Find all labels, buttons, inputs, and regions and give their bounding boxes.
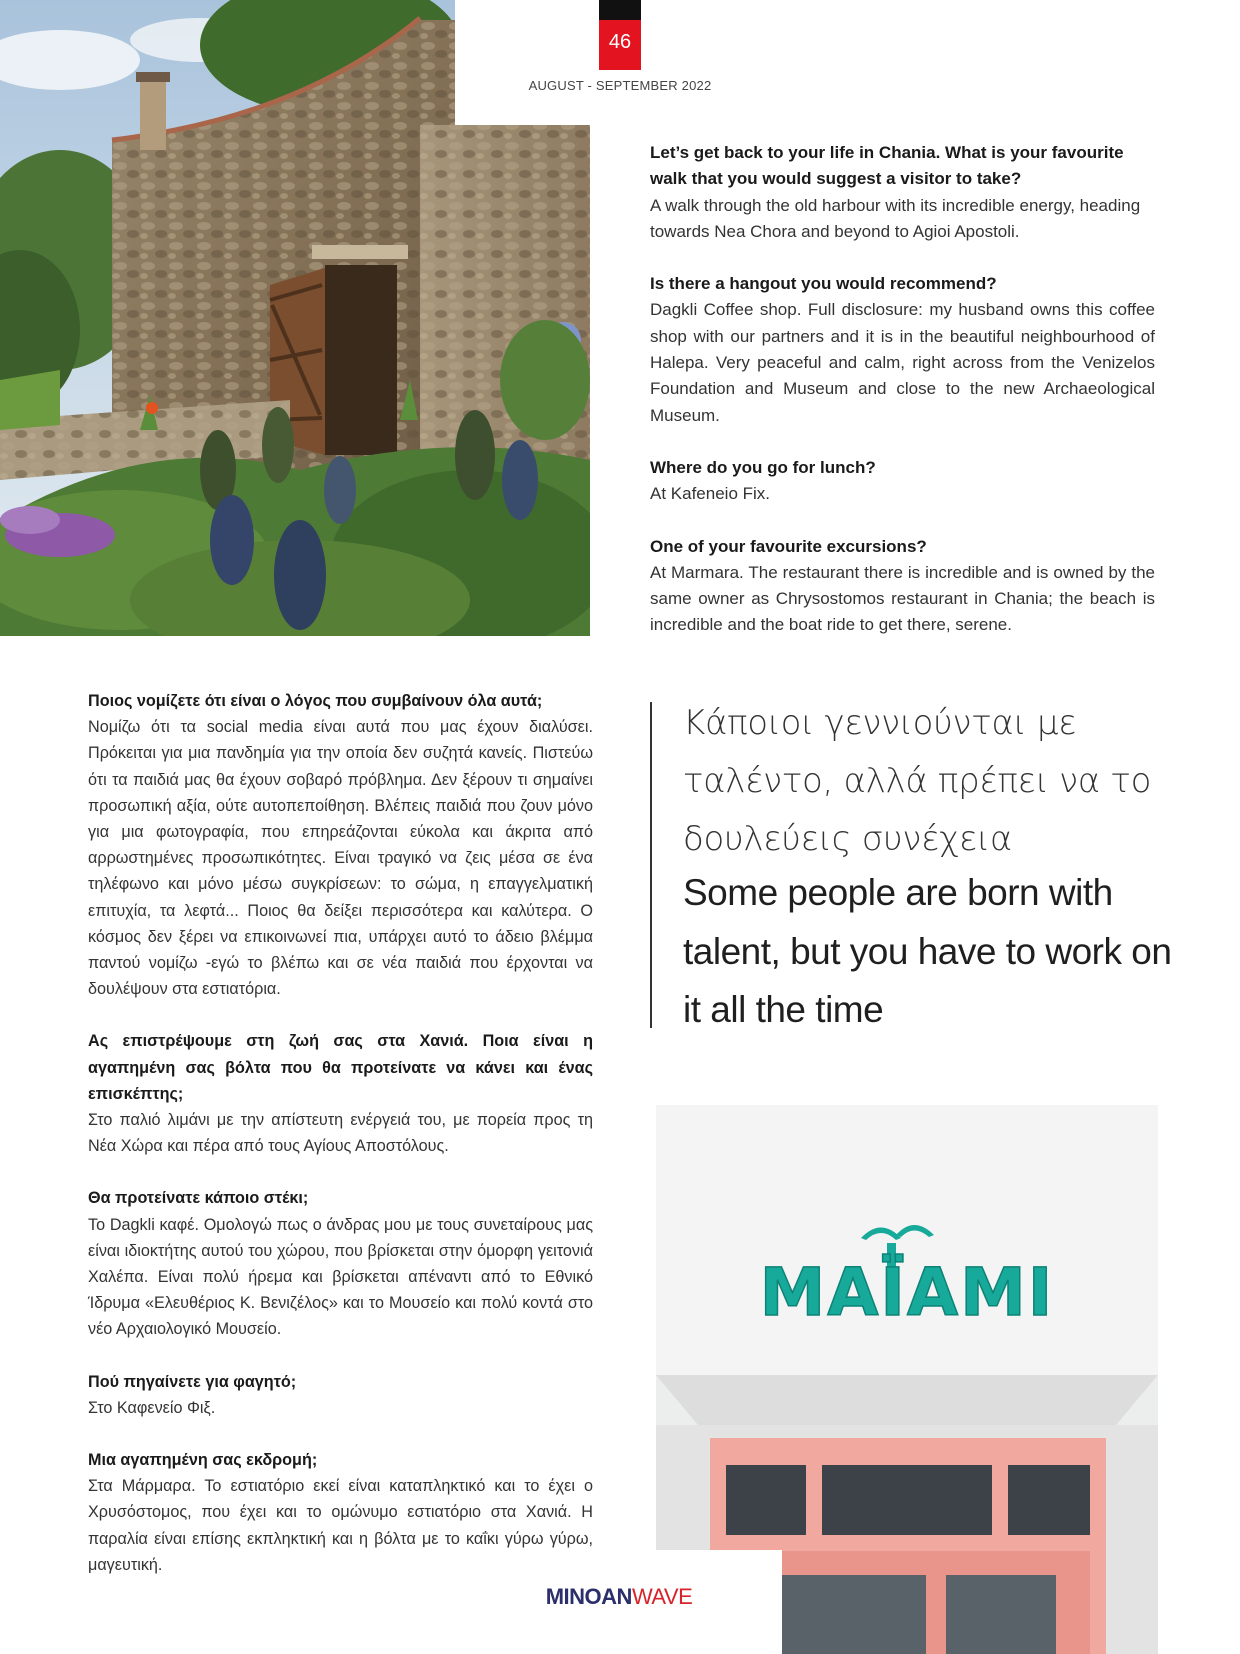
qa-answer: Dagkli Coffee shop. Full disclosure: my husband owns this coffee shop with our partners and it is in the beautiful neighbourhood of Halepa. Very peaceful and calm, right across from the Venizelos Foundation and Museum and close to the new Archaeological Museum. [650,300,1155,425]
brand-light: WAVE [631,1584,693,1609]
english-qa-column [650,140,1155,665]
qa-question: Ας επιστρέψουμε στη ζωή σας στα Χανιά. Ποια είναι η αγαπημένη σας βόλτα που θα προτείνατε να κάνει και ένας επισκέπτης; [88,1032,593,1103]
qa-item [650,534,1155,639]
qa-answer: Το Dagkli καφέ. Ομολογώ πως ο άνδρας μου με τους συνεταίρους μας είναι ιδιοκτήτης αυτού του χώρου, που βρίσκεται στην όμορφη γειτονιά Χαλέπα. Είναι πολύ ήρεμα και βρίσκεται απέναντι από το Εθνικό Ίδρυμα «Ελευθέριος Κ. Βενιζέλος» και το Μουσείο και πολύ κοντά στο νέο Αρχαιολογικό Μουσείο. [88,1215,593,1339]
qa-answer: Νομίζω ότι τα social media είναι αυτά που μας έχουν διαλύσει. Πρόκειται για μια πανδημία για την οποία δεν συζητά κανείς. Πιστεύω ότι τα παιδιά μας θα έχουν σοβαρό πρόβλημα. Δεν ξέρουν τι σημαίνει προσωπική αξία, ούτε αυτοπεποίθηση. Βλέπεις παιδιά που ζουν μόνο για μια φωτογραφία, που επηρεάζονται εύκολα και άκριτα από αρρωστημένες προσωπικότητες. Είναι τραγικό να ζεις μέσα σε ένα τηλέφωνο και μόνο μέσω συγκρίσεων: το σώμα, η επαγγελματική επιτυχία, τα λεφτά... Ποιος θα δείξει περισσότερα και καλύτερα. Ο κόσμος δεν ξέρει να επικοινωνεί πια, υπάρχει αυτό το άδειο βλέμμα παντού νομίζω -εγώ το βλέπω και σε νέα παιδιά που έρχονται να δουλέψουν στα εστιατόρια. [88,718,593,999]
qa-question: One of your favourite excursions? [650,536,927,556]
qa-item [88,688,593,1002]
issue-date: AUGUST - SEPTEMBER 2022 [528,78,712,93]
page-number-tab [599,0,641,70]
qa-question: Θα προτείνατε κάποιο στέκι; [88,1189,309,1208]
qa-answer: At Kafeneio Fix. [650,484,771,504]
qa-question: Μια αγαπημένη σας εκδρομή; [88,1451,318,1470]
qa-answer: Στο Καφενείο Φιξ. [88,1398,216,1417]
qa-question: Is there a hangout you would recommend? [650,274,997,294]
qa-question: Πού πηγαίνετε για φαγητό; [88,1372,297,1391]
qa-question: Let’s get back to your life in Chania. What is your favourite walk that you would suggest a visitor to take? [650,143,1124,189]
qa-item [650,455,1155,508]
header-mask [455,0,595,125]
qa-question: Ποιος νομίζετε ότι είναι ο λόγος που συμβαίνουν όλα αυτά; [88,692,543,710]
pull-quote-english: Some people are born with talent, but you have to work on it all the time [683,872,1172,1030]
qa-answer: Στα Μάρμαρα. Το εστιατόριο εκεί είναι καταπληκτικό και το έχει ο Χρυσόστομος, που έχει και το ομώνυμο εστιατόριο στα Χανιά. Η παραλία είναι επίσης εκπληκτική και η βόλτα με το καΐκι γύρω γύρω, μαγευτική. [88,1477,593,1574]
greek-qa-column [88,688,593,1604]
qa-item [88,1369,593,1421]
qa-answer: A walk through the old harbour with its incredible energy, heading towards Nea Chora and beyond to Agioi Apostoli. [650,195,1141,241]
pull-quote-greek: Κάποιοι γεννιούνται με ταλέντο, αλλά πρέπει να το δουλεύεις συνέχεια [683,703,1152,859]
qa-item [650,271,1155,429]
page-number: 46 [599,20,641,70]
quote-rule [650,702,652,1028]
miami-sign-text: ΜΑΪΑΜΙ [759,1254,1055,1331]
qa-item [88,1185,593,1342]
brand-bold: MINOAN [545,1584,632,1609]
qa-answer: Στο παλιό λιμάνι με την απίστευτη ενέργειά του, με πορεία προς τη Νέα Χώρα και πέρα από τους Αγίους Αποστόλους. [88,1111,593,1156]
magazine-brand-logo [534,1584,704,1610]
qa-question: Where do you go for lunch? [650,457,876,477]
qa-item [650,140,1155,245]
qa-item [88,1028,593,1159]
qa-answer: At Marmara. The restaurant there is incredible and is owned by the same owner as Chrysostomos restaurant in Chania; the beach is incredible and the boat ride to get there, serene. [650,562,1155,635]
